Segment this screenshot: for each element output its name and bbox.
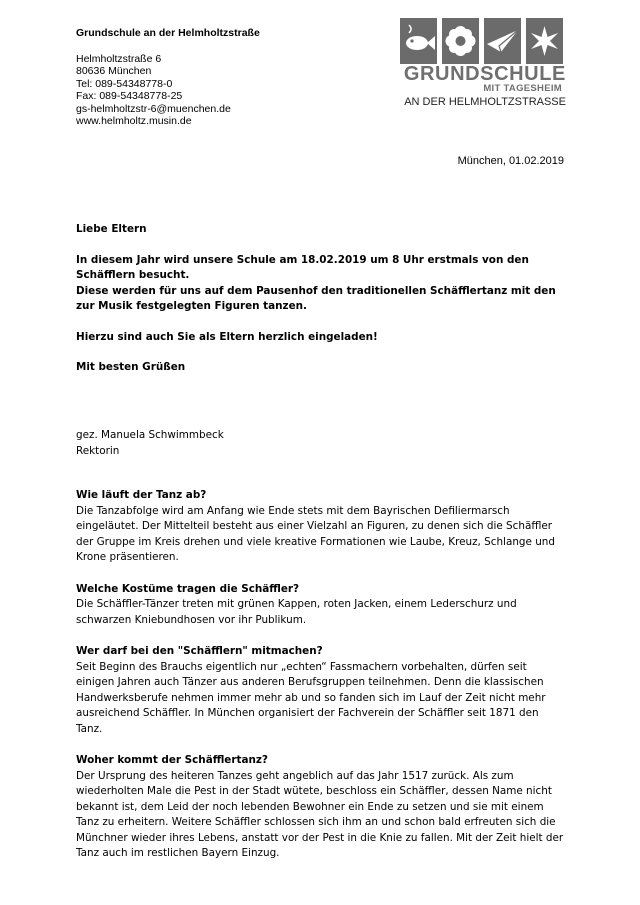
signature-name: gez. Manuela Schwimmbeck xyxy=(76,429,224,441)
logo-wordmark: GRUNDSCHULE xyxy=(403,63,566,85)
school-logo xyxy=(396,18,566,118)
sender-street: Helmholtzstraße 6 xyxy=(76,52,162,65)
letter-body xyxy=(76,222,566,376)
faq-item xyxy=(76,753,566,862)
sender-website: www.helmholtz.musin.de xyxy=(76,115,192,127)
sender-fax: Fax: 089-54348778-25 xyxy=(76,90,183,102)
sender-address-block xyxy=(76,27,376,128)
faq-question: Woher kommt der Schäfflertanz? xyxy=(76,754,268,766)
letter-greeting: Liebe Eltern xyxy=(76,223,147,235)
logo-icon-tiles xyxy=(400,18,562,64)
letter-closing: Mit besten Grüßen xyxy=(76,361,186,373)
sender-city: 80636 München xyxy=(76,65,152,77)
faq-answer: Die Schäffler-Tänzer treten mit grünen Kappen, roten Jacken, einem Lederschurz und schwarzen Kniebundhosen vor ihr Publikum. xyxy=(76,598,517,626)
logo-tagline: AN DER HELMHOLTZSTRASSE xyxy=(404,96,566,108)
faq-item xyxy=(76,582,566,629)
letter-paragraph-visit: In diesem Jahr wird unsere Schule am 18.02.2019 um 8 Uhr erstmals von den Schäfflern besucht. xyxy=(76,253,529,281)
star-icon xyxy=(526,18,563,64)
letter-invitation: Hierzu sind auch Sie als Eltern herzlich eingeladen! xyxy=(76,330,378,343)
sender-school-name: Grundschule an der Helmholtzstraße xyxy=(76,27,260,39)
faq-answer: Die Tanzabfolge wird am Anfang wie Ende stets mit dem Bayrischen Defiliermarsch eingeläutet. Der Mittelteil besteht aus einer Vielzahl an Figuren, zu denen sich die Schäffler der Gruppe im Kreis drehen und viele kreative Formationen wie Laube, Kreuz, Schlange und Krone präsentieren. xyxy=(76,504,555,563)
flower-icon xyxy=(442,18,479,64)
faq-question: Wie läuft der Tanz ab? xyxy=(76,489,207,501)
paper-plane-icon xyxy=(484,18,521,64)
signature-role: Rektorin xyxy=(76,444,120,457)
signature-block xyxy=(76,428,224,459)
sender-phone: Tel: 089-54348778-0 xyxy=(76,77,173,90)
faq-question: Welche Kostüme tragen die Schäffler? xyxy=(76,582,300,595)
fish-icon xyxy=(400,18,437,64)
faq-section xyxy=(76,488,566,878)
logo-subline: MIT TAGESHEIM xyxy=(483,83,562,94)
faq-item xyxy=(76,488,566,566)
letter-paragraph-dance: Diese werden für uns auf dem Pausenhof den traditionellen Schäfflertanz mit den zur Musik festgelegten Figuren tanzen. xyxy=(76,284,556,312)
faq-question: Wer darf bei den "Schäfflern" mitmachen? xyxy=(76,645,323,657)
faq-answer: Der Ursprung des heiteren Tanzes geht angeblich auf das Jahr 1517 zurück. Als zum wiederholten Male die Pest in der Stadt wütete, beschloss ein Schäffler, dessen Name nicht bekannt ist, dem Leid der noch lebenden Bewohner ein Ende zu setzen und sie mit einem Tanz zu erheitern. Weitere Schäffler schlossen sich ihm an und schon bald erfreuten sich die Münchner wieder ihres Lebens, anstatt vor der Pest in die Knie zu fallen. Mit der Zeit hielt der Tanz auch im restlichen Bayern Einzug. xyxy=(76,769,564,859)
faq-answer: Seit Beginn des Brauchs eigentlich nur „echten“ Fassmachern vorbehalten, dürfen seit einigen Jahren auch Tänzer aus anderen Berufsgruppen teilnehmen. Denn die klassischen Handwerksberufe nehmen immer mehr ab und so fanden sich im Lauf der Zeit nicht mehr ausreichend Schäffler. In München organisiert der Fachverein der Schäffler seit 1871 den Tanz. xyxy=(76,660,546,735)
sender-email: gs-helmholtzstr-6@muenchen.de xyxy=(76,102,231,115)
letter-date: München, 01.02.2019 xyxy=(457,155,564,167)
faq-item xyxy=(76,644,566,737)
